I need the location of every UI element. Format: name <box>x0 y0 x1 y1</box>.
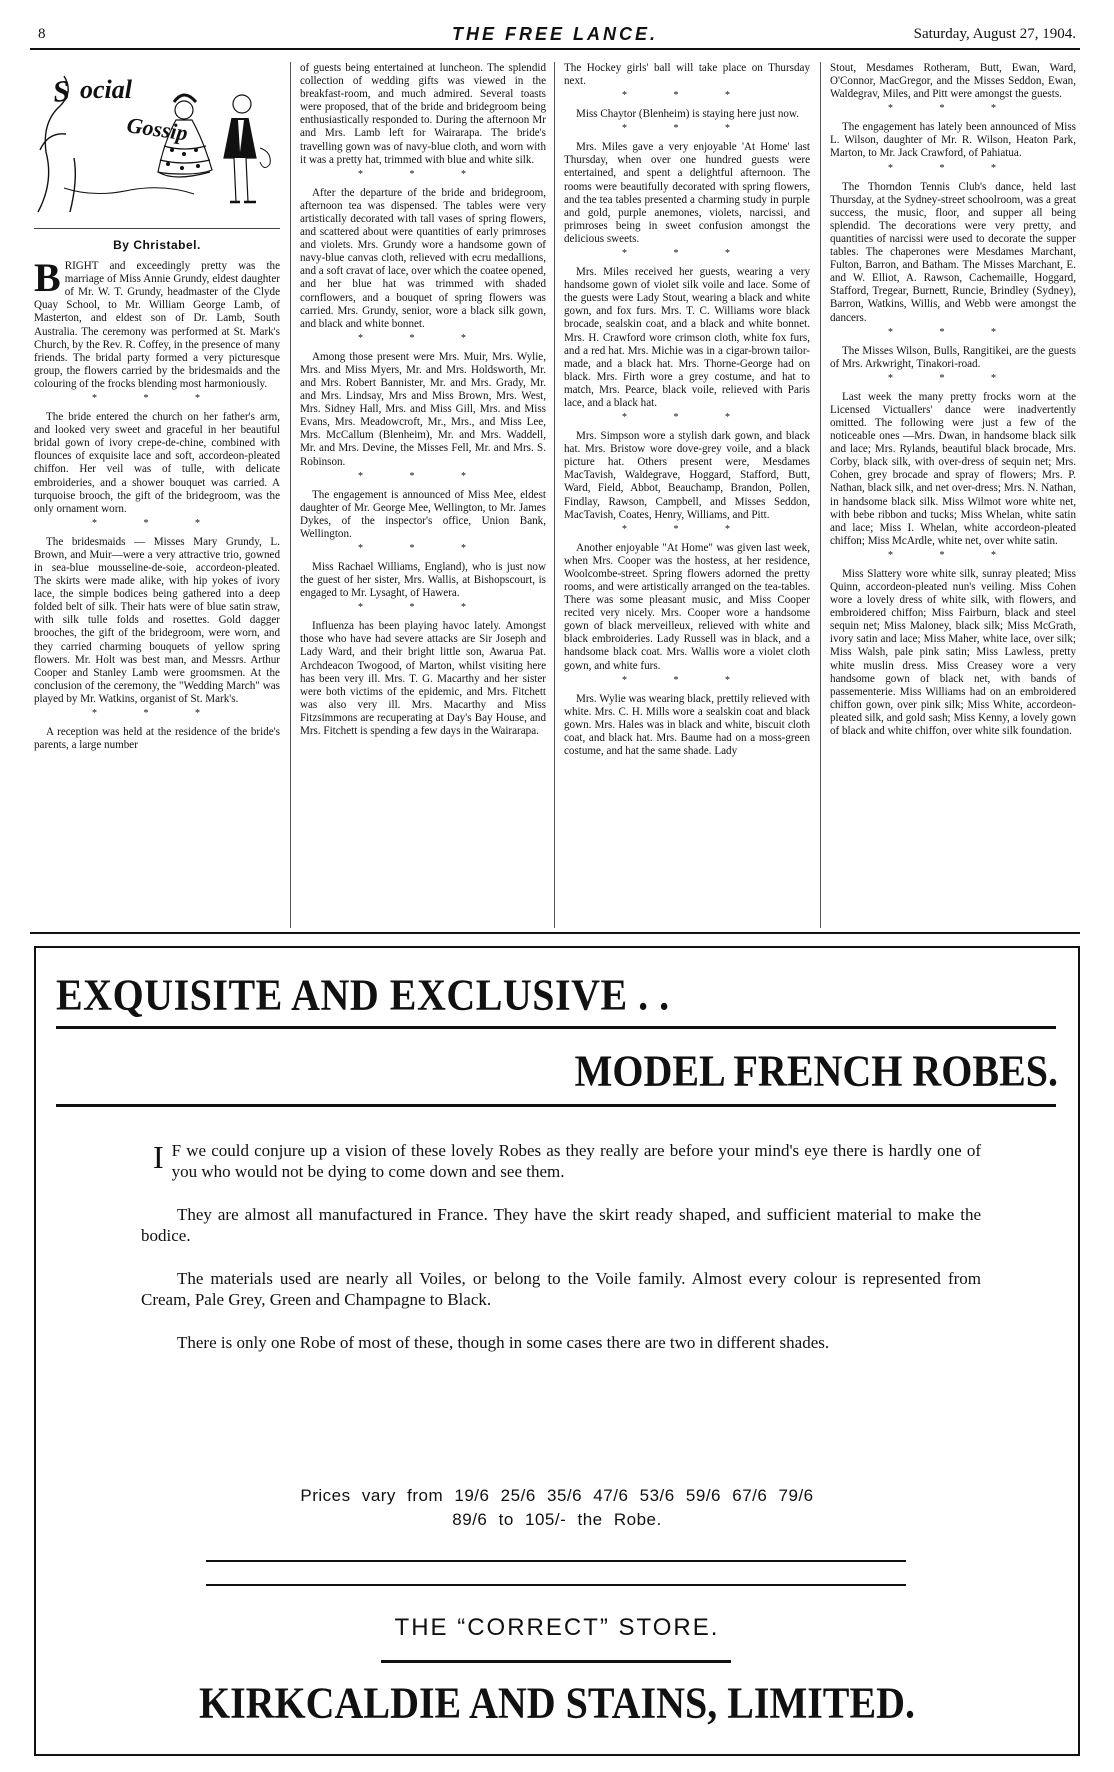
ad-paragraph-3: The materials used are nearly all Voiles, or belong to the Voile family. Almost every colour is represented from Cream, Pale Grey, Green and Champagne to Black. <box>141 1269 981 1309</box>
col2-paragraph-5: Miss Rachael Williams, England), who is just now the guest of her sister, Mrs. Wallis, at Bishopscourt, is engaged to Mr. Lysaght, of Hawera. <box>300 561 546 600</box>
ad-paragraph-1-text: F we could conjure up a vision of these lovely Robes as they really are before your mind's eye there is hardly one of you who would not be dying to come down and see them. <box>171 1141 981 1181</box>
col3-paragraph-2: Miss Chaytor (Blenheim) is staying here just now. <box>576 108 799 121</box>
price-list <box>36 1484 1078 1532</box>
ad-headline-1: EXQUISITE AND EXCLUSIVE . . <box>56 969 670 1020</box>
col4-paragraph-6: Miss Slattery wore white silk, sunray pleated; Miss Quinn, accordeon-pleated nun's veiling. Miss Cohen wore a lovely dress of white silk, with flowers, and embroidered chiffon; Miss Fairburn, black and steel sequin net; Miss Maloney, black silk; Miss McGrath, ivory satin and lace; Miss Maher, white lace, over silk; Miss Walsh, pale pink satin; Miss Lawless, pretty white muslin dress. Miss Creasey wore a very handsome gown of black net, with bands of passementerie. Miss Williams had on an embroidered chiffon gown, over pink silk; Miss White, accordeon-pleated silk, and gold sash; Miss Kenny, a lovely gown of black and white chiffon, over white silk foundation. <box>830 567 1076 738</box>
price-line-2: 89/6 to 105/- the Robe. <box>452 1510 662 1529</box>
col4-paragraph-4: The Misses Wilson, Bulls, Rangitikei, are the guests of Mrs. Arkwright, Tinakori-road. <box>830 344 1076 370</box>
svg-text:Gossip: Gossip <box>125 112 190 146</box>
ad-headline-rule <box>56 1104 1056 1107</box>
col2-paragraph-2: After the departure of the bride and bridegroom, afternoon tea was dispensed. The tables were very artistically decorated with tall vases of spring flowers, and scattered about were quantities of early primroses and violets. Mrs. Grundy wore a handsome gown of navy-blue canvas cloth, relieved with ecru medallions, and a soft cravat of lace, over which the coatee opened, and her blue hat was trimmed with shaded cornflowers, and a bouquet of spring flowers was carried. Mrs. Grundy, senior, wore a black silk gown, and black and white bonnet. <box>300 186 546 330</box>
separator: * * * <box>92 393 222 405</box>
separator: * * * <box>358 168 488 180</box>
col2-paragraph-1: of guests being entertained at luncheon. The splendid collection of wedding gifts was viewed in the breakfast-room, and much admired. Several toasts were proposed, that of the bride and bridegroom being enthusiastically responded to. During the afternoon Mr and Mrs. Lamb left for Wairarapa. The bride's travelling gown was of navy-blue cloth, and worn with it was a pretty hat, trimmed with blue and white silk. <box>300 62 546 166</box>
wedding-paragraph-4: A reception was held at the residence of the bride's parents, a large number <box>34 726 280 752</box>
ad-paragraph-2: They are almost all manufactured in France. They have the skirt ready shaped, and sufficient material to make the bodice. <box>141 1205 981 1245</box>
drop-cap: B <box>34 255 61 301</box>
separator: * * * <box>622 123 752 135</box>
col4-paragraph-2: The engagement has lately been announced of Miss L. Wilson, daughter of Mr. R. Wilson, Heaton Park, Marton, to Mr. Jack Crawford, of Pahiatua. <box>830 121 1076 160</box>
page-number: 8 <box>38 26 46 42</box>
social-gossip-drawing <box>34 62 280 222</box>
wedding-paragraph-2: The bride entered the church on her father's arm, and looked very sweet and graceful in her beautiful bridal gown of ivory crepe-de-chine, combined with flounces of exquisite lace and soft, accordeon-pleated chiffon. Her veil was of tulle, with delicate embroideries, and a shower bouquet was carried. A turquoise brooch, the gift of the bridegroom, was the only ornament worn. <box>34 411 280 515</box>
ad-headline-rule <box>56 1026 1056 1029</box>
separator: * * * <box>888 326 1018 338</box>
col3-paragraph-6: Another enjoyable "At Home" was given last week, when Mrs. Cooper was the hostess, at her residence, Woolcombe-street. Spring flowers adorned the pretty rooms, and were artistically arranged on the tea-tables. There was some pleasant music, and Miss Cooper recited very nicely. Mrs. Cooper wore a handsome gown of black merveilleux, relieved with white and black embroideries. Lady Russell was in black, and a handsome black coat. Mrs. Wallis wore a violet cloth gown, and white furs. <box>564 541 810 672</box>
masthead <box>30 20 1080 50</box>
separator: * * * <box>92 708 222 719</box>
column-1 <box>34 62 280 928</box>
separator: * * * <box>888 549 1018 561</box>
separator: * * * <box>358 543 488 554</box>
col4-paragraph-3: The Thorndon Tennis Club's dance, held last Thursday, at the Sydney-street schoolroom, was a great success, the music, floor, and supper all being splendid. The decorations were very pretty, and quantities of narcissi were used to decorate the supper tables. The chaperones were Mesdames Marchant, Fulton, Barron, and Batham. The Misses Marchant, E. and W. Elliot, A. Rawson, Cachemaille, Hoggard, Stafford, Tregear, Burnett, Runcie, Brindley (Sydney), Barron, Watkins, Willis, and Webb were amongst the dancers. <box>830 180 1076 324</box>
col3-paragraph-4: Mrs. Miles received her guests, wearing a very handsome gown of violet silk voile and lace. Some of the guests were Lady Stout, wearing a black and white gown, and fox furs. Mrs. T. C. Williams wore black brocade, sealskin coat, and a black and white bonnet. Mrs. H. Crawford wore crimson cloth, white fox furs, and a red hat. Mrs. Michie was in a cigar-brown tailor-made, and a black hat. Mrs. Thorne-George had on black. Mrs. Firth wore a grey costume, and hat to match, Mrs. Pearce, black voile, relieved with Paris lace, and a black hat. <box>564 266 810 409</box>
separator: * * * <box>358 602 488 614</box>
column-rule <box>554 62 555 928</box>
col2-paragraph-3: Among those present were Mrs. Muir, Mrs. Wylie, Mrs. and Miss Myers, Mr. and Mrs. Holdsworth, Mr. and Mrs. Robert Bannister, Mr. and Mrs. Grady, Mr. and Mrs. Lindsay, Mrs and Miss Brown, Mrs. West, Mrs. Sidney Hall, Mrs. and Miss Gill, Mrs. and Miss Evans, Mrs. Meadowcroft, Mr., Mrs., and Miss Lee, Mrs. McCallum (Blenheim), Mr. and Mrs. Waddell, Mr. and Mrs. Devine, the Misses Fell, Mr. and Mrs. S. Robinson. <box>300 350 546 468</box>
store-slogan: THE “CORRECT” STORE. <box>394 1614 720 1641</box>
separator: * * * <box>358 332 488 344</box>
wedding-paragraph-1 <box>34 255 280 391</box>
separator: * * * <box>622 674 752 686</box>
wedding-paragraph-3: The bridesmaids — Misses Mary Grundy, L. Brown, and Muir—were a very attractive trio, gowned in sea-blue mousseline-de-soie, accordeon-pleated. The skirts were made alike, with hip yokes of ivory lace, the simple bodices being gathered into a deep folded belt of silk. Their hats were of blue satin straw, with silk tulle folds and rosettes. Gold dagger brooches, the gift of the bridegroom, were worn, and they carried charming bouquets of yellow spring flowers. Mr. Holt was best man, and Messrs. Arthur Cooper and Stanley Lamb were groomsmen. At the conclusion of the ceremony, the "Wedding March" was played by Mr. Watkins, organist of St. Mark's. <box>34 535 280 705</box>
column-rule <box>290 62 291 928</box>
separator: * * * <box>622 90 752 102</box>
svg-text:S: S <box>51 74 72 109</box>
ad-paragraph-4: There is only one Robe of most of these, though in some cases there are two in different shades. <box>177 1333 830 1352</box>
col3-paragraph-5: Mrs. Simpson wore a stylish dark gown, and black hat. Mrs. Bristow wore dove-grey voile, and a black picture hat. Others present were, Mesdames MacTavish, Waldegrave, Hoggard, Stafford, Butt, Ward, Field, Abbot, Beauchamp, Brandon, Pollen, Findlay, Rawson, Campbell, and Misses Seddon, MacTavish, Coates, Henry, Williams, and Pitt. <box>564 430 810 521</box>
section-rule <box>30 932 1080 934</box>
separator: * * * <box>358 470 488 482</box>
issue-date: Saturday, August 27, 1904. <box>913 26 1076 42</box>
separator: * * * <box>622 248 752 260</box>
company-name: KIRKCALDIE AND STAINS, LIMITED. <box>198 1677 916 1728</box>
col2-paragraph-6: Influenza has been playing havoc lately. Amongst those who have had severe attacks are Sir Joseph and Lady Ward, and their bright little son, Awarua Pat. Archdeacon Twogood, of Marton, whilst visiting here has been very ill. Mrs. T. G. Macarthy and her sister were both victims of the epidemic, and Mrs. Fitchett was also very ill. Mrs. Macarthy and Miss Fitzsimmons are recuperating at Day's Bay House, and Mrs. Fitchett is spending a few days in the Wairarapa. <box>300 620 546 738</box>
article-columns <box>34 62 1080 928</box>
separator: * * * <box>888 372 1018 384</box>
ad-divider <box>206 1560 906 1562</box>
column-4 <box>830 62 1076 928</box>
advertisement <box>34 946 1080 1756</box>
ad-divider <box>206 1584 906 1586</box>
separator: * * * <box>888 103 1018 115</box>
byline: By Christabel. <box>113 238 201 252</box>
column-2 <box>300 62 546 928</box>
col3-paragraph-1: The Hockey girls' ball will take place on Thursday next. <box>564 62 810 88</box>
col2-paragraph-4: The engagement is announced of Miss Mee, eldest daughter of Mr. George Mee, Wellington, to Mr. James Dykes, of the inspector's office, Union Bank, Wellington. <box>300 488 546 540</box>
separator: * * * <box>888 162 1018 174</box>
social-gossip-illustration <box>34 62 280 222</box>
ad-paragraph-1 <box>141 1140 981 1182</box>
column-3 <box>564 62 810 928</box>
svg-text:ocial: ocial <box>80 75 132 104</box>
price-line-1: Prices vary from 19/6 25/6 35/6 47/6 53/6 59/6 67/6 79/6 <box>300 1486 814 1505</box>
col4-paragraph-1: Stout, Mesdames Rotheram, Butt, Ewan, Ward, O'Connor, MacGregor, and the Misses Seddon, Ewan, Waldegrav, Miles, and Pitt were amongst the guests. <box>830 62 1076 101</box>
newspaper-title: THE FREE LANCE. <box>451 24 658 44</box>
byline-rule-top <box>34 228 280 229</box>
ad-divider <box>381 1660 731 1663</box>
separator: * * * <box>622 523 752 535</box>
ad-initial: I <box>153 1139 164 1175</box>
col4-paragraph-5: Last week the many pretty frocks worn at the Licensed Victuallers' dance were inadvertently omitted. The following were just a few of the noticeable ones —Mrs. Dwan, in handsome black silk and lace; Mrs. Rylands, beautiful black brocade, Mrs. Corby, black silk, with over-dress of sequin net; Mrs. Cohen, grey brocade and spray of flowers; Mrs. P. Nathan, black silk, and net over-dress; Mrs. N. Nathan, in handsome black silk. Miss Wilmot wore white net, with bebe ribbon and tucks; Miss Whelan, white satin and lace; Miss I. Whelan, white accordeon-pleated chiffon; Miss McArdle, white net, over white satin. <box>830 390 1076 547</box>
separator: * * * <box>92 517 222 529</box>
ad-body <box>141 1140 981 1375</box>
col3-paragraph-3: Mrs. Miles gave a very enjoyable 'At Home' last Thursday, when over one hundred guests were entertained, and spent a delightful afternoon. The rooms were beautifully decorated with spring flowers, and the tea tables presented a charming study in purple and gold, purple anemones, violets, narcissi, and primroses being in sweet confusion amongst the delicious sweets. <box>564 141 810 245</box>
ad-headline-2: MODEL FRENCH ROBES. <box>574 1045 1058 1096</box>
separator: * * * <box>622 412 752 424</box>
col3-paragraph-7: Mrs. Wylie was wearing black, prettily relieved with white. Mrs. C. H. Mills wore a sealskin coat and black gown. Mrs. Hales was in black and white, biscuit cloth coat, and black hat. Mrs. Baume had on a moss-green costume, and hat the same shade. Lady <box>564 692 810 758</box>
wedding-paragraph-1-text: RIGHT and exceedingly pretty was the marriage of Miss Annie Grundy, eldest daughter of Mr. W. T. Grundy, headmaster of the Clyde Quay School, to Mr. William George Lamb, of Masterton, and eldest son of Dr. Lamb, South Australia. The ceremony was performed at St. Mark's Church, by the Rev. R. Coffey, in the presence of many friends. The bridal party formed a very picturesque group, the flowers carried by the bridesmaids and the colouring of the frocks blending most harmoniously. <box>34 260 280 390</box>
column-rule <box>820 62 821 928</box>
